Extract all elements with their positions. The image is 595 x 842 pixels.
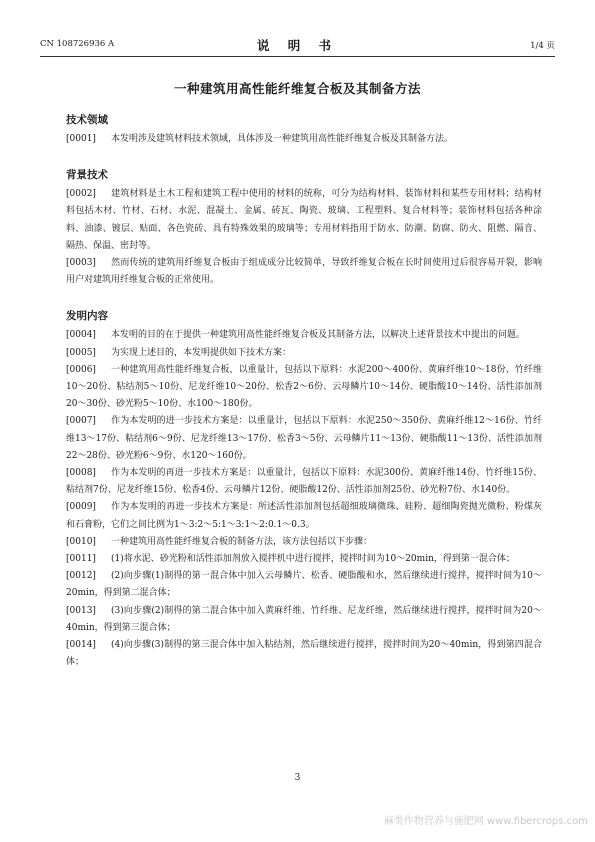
paragraph-number: [0012] — [66, 571, 96, 582]
paragraph-text: 一种建筑用高性能纤维复合板，以重量计，包括以下原料：水泥200～400份、黄麻纤维10～18份、竹纤维10～20份、粘结剂5～10份、尼龙纤维10～20份、松香2～6份、云母鳞片10～14份、硬脂酸10～14份、活性添加剂20～30份、砂光粉5～10份、水100～180份。 — [66, 364, 542, 410]
paragraph-text: 为实现上述目的，本发明提供如下技术方案： — [111, 347, 292, 358]
paragraph-text: 建筑材料是土木工程和建筑工程中使用的材料的统称，可分为结构材料、装饰材料和某些专用材料；结构材料包括木材、竹材、石材、水泥、混凝土、金属、砖瓦、陶瓷、玻璃、工程塑料、复合材料等；装饰材料包括各种涂料、油漆、镀层、贴面、各色瓷砖、具有特殊效果的玻璃等；专用材料指用于防水、防潮、防腐、防火、阻燃、隔音、隔热、保温、密封等。 — [66, 189, 542, 251]
section-gap — [66, 289, 542, 308]
paragraph-text: 一种建筑用高性能纤维复合板的制备方法，该方法包括以下步骤： — [111, 536, 373, 547]
paragraph-number: [0002] — [66, 189, 96, 200]
paragraph — [66, 186, 542, 255]
page-info: 1/4 页 — [530, 41, 555, 51]
paragraph-number: [0011] — [66, 554, 96, 565]
paragraph — [66, 603, 542, 637]
paragraph-number: [0007] — [66, 416, 96, 427]
paragraph-number: [0006] — [66, 364, 96, 375]
paragraph-number: [0009] — [66, 502, 96, 513]
paragraph — [66, 499, 542, 533]
paragraph-text: 本发明的目的在于提供一种建筑用高性能纤维复合板及其制备方法，以解决上述背景技术中提出的问题。 — [111, 330, 526, 341]
watermark: 麻类作物营养与施肥网 www.fibercrops.com — [383, 816, 588, 827]
document-body — [66, 112, 542, 671]
paragraph-text: 作为本发明的再进一步技术方案是：以重量计，包括以下原料：水泥300份、黄麻纤维14份、竹纤维15份、粘结剂7份、尼龙纤维15份、松香4份、云母鳞片12份、硬脂酸12份、活性添加剂25份、砂光粉7份、水140份。 — [66, 468, 542, 496]
header-rule — [40, 56, 555, 57]
paragraph-text: 作为本发明的再进一步技术方案是：所述活性添加剂包括超细玻璃微珠、硅粉、超细陶瓷抛光微粉、粉煤灰和石膏粉，它们之间比例为1～3:2～5:1～3:1～2:0.1～0.3。 — [66, 502, 542, 530]
paragraph-text: (3)向步骤(2)制得的第二混合体中加入黄麻纤维、竹纤维、尼龙纤维，然后继续进行搅拌，搅拌时间为20～40min，得到第三混合体； — [66, 605, 542, 633]
page-header — [40, 36, 555, 54]
paragraph — [66, 534, 542, 551]
paragraph — [66, 345, 542, 362]
paragraph — [66, 551, 542, 568]
paragraph-text: 作为本发明的进一步技术方案是：以重量计，包括以下原料：水泥250～350份、黄麻纤维12～16份、竹纤维13～17份、粘结剂6～9份、尼龙纤维13～17份、松香3～5份、云母鳞片11～13份、硬脂酸11～13份、活性添加剂22～28份、砂光粉6～9份、水120～160份。 — [66, 416, 542, 461]
paragraph-text: (4)向步骤(3)制得的第三混合体中加入粘结剂，然后继续进行搅拌，搅拌时间为20～40min，得到第四混合体； — [66, 640, 542, 668]
section-heading: 背景技术 — [66, 169, 108, 182]
document-type: 说 明 书 — [256, 38, 339, 53]
paragraph — [66, 255, 542, 289]
paragraph-number: [0004] — [66, 330, 96, 341]
section-gap — [66, 148, 542, 167]
paragraph-text: 然而传统的建筑用纤维复合板由于组成成分比较简单，导致纤维复合板在长时间使用过后很容易开裂，影响用户对建筑用纤维复合板的正常使用。 — [66, 258, 542, 286]
paragraph-number: [0008] — [66, 468, 96, 479]
paragraph — [66, 465, 542, 499]
document-title: 一种建筑用高性能纤维复合板及其制备方法 — [173, 81, 421, 96]
publication-number: CN 108726936 A — [40, 39, 115, 49]
paragraph — [66, 413, 542, 465]
paragraph — [66, 327, 542, 344]
paragraph-number: [0003] — [66, 258, 96, 269]
paragraph-number: [0005] — [66, 347, 96, 358]
paragraph — [66, 637, 542, 671]
page-number: 3 — [294, 773, 301, 783]
paragraph — [66, 131, 542, 148]
paragraph — [66, 568, 542, 602]
paragraph-text: 本发明涉及建筑材料技术领域，具体涉及一种建筑用高性能纤维复合板及其制备方法。 — [111, 134, 454, 144]
paragraph-number: [0014] — [66, 640, 96, 651]
section-heading: 发明内容 — [66, 310, 108, 323]
section-heading: 技术领域 — [66, 114, 108, 126]
paragraph — [66, 362, 542, 414]
paragraph-number: [0001] — [66, 134, 96, 144]
paragraph-number: [0010] — [66, 536, 96, 547]
paragraph-text: (2)向步骤(1)制得的第一混合体中加入云母鳞片、松香、硬脂酸和水，然后继续进行搅拌，搅拌时间为10～20min，得到第二混合体； — [66, 571, 542, 599]
paragraph-text: (1)将水泥、砂光粉和活性添加剂放入搅拌机中进行搅拌，搅拌时间为10～20min，得到第一混合体； — [111, 554, 515, 565]
paragraph-number: [0013] — [66, 605, 96, 616]
